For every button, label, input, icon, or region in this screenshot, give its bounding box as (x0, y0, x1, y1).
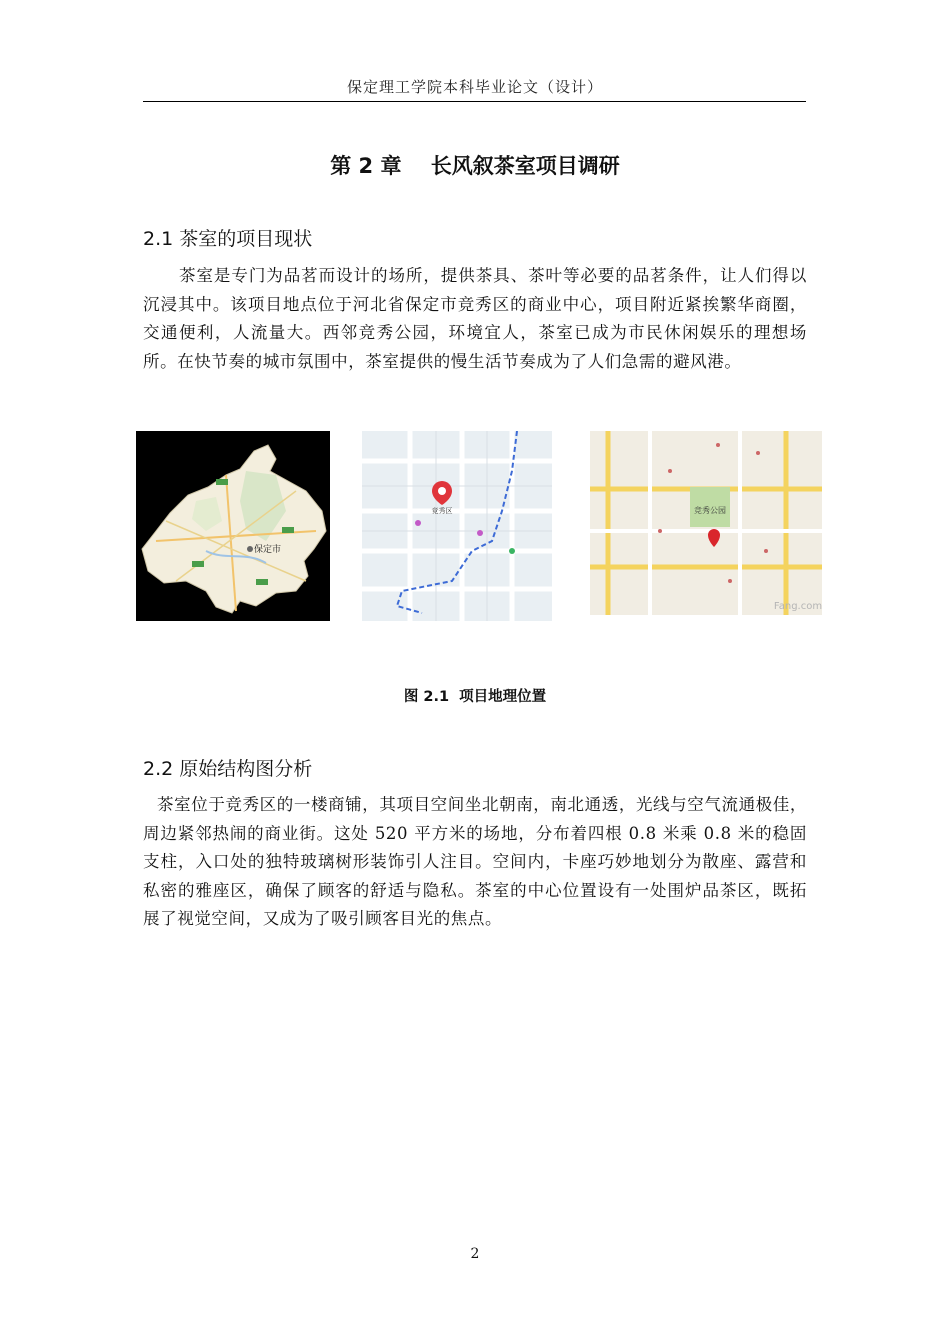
section-heading-2-1: 2.1 茶室的项目现状 (143, 228, 313, 250)
section-heading-2-2: 2.2 原始结构图分析 (143, 758, 313, 780)
figure-caption: 图 2.1 项目地理位置 (403, 689, 547, 705)
section-2-2-paragraph: 茶室位于竞秀区的一楼商铺，其项目空间坐北朝南，南北通透，光线与空气流通极佳，周边紧邻热闹的商业街。这处 520 平方米的场地，分布着四根 0.8 米乘 0.8 米的稳固支柱，入口处的独特玻璃树形装饰引人注目。空间内，卡座巧妙地划分为散座、露营和私密的雅座区，确保了顾客的舒适与隐私。茶室的中心位置设有一处围炉品茶区，既拓展了视觉空间，又成为了吸引顾客目光的焦点。 (143, 795, 807, 928)
page-number: 2 (470, 1246, 480, 1262)
page-header: 保定理工学院本科毕业论文（设计） (346, 78, 603, 96)
chapter-title: 第 2 章 长风叙茶室项目调研 (330, 154, 620, 178)
map-jingxiu-district (362, 431, 552, 621)
map2-district-label: 竞秀区 (431, 507, 453, 515)
header-rule (143, 101, 806, 102)
map3-watermark: Fang.com (773, 601, 822, 612)
map-jingxiu-park (590, 431, 822, 615)
section-2-1-paragraph: 茶室是专门为品茗而设计的场所，提供茶具、茶叶等必要的品茗条件，让人们得以沉浸其中。该项目地点位于河北省保定市竞秀区的商业中心，项目附近紧挨繁华商圈，交通便利，人流量大。西邻竞秀公园，环境宜人，茶室已成为市民休闲娱乐的理想场所。在快节奏的城市氛围中，茶室提供的慢生活节奏成为了人们急需的避风港。 (143, 266, 807, 371)
map3-park-label: 竞秀公园 (694, 506, 726, 515)
map-baoding-region (136, 431, 330, 621)
map1-city-label: 保定市 (254, 545, 282, 555)
